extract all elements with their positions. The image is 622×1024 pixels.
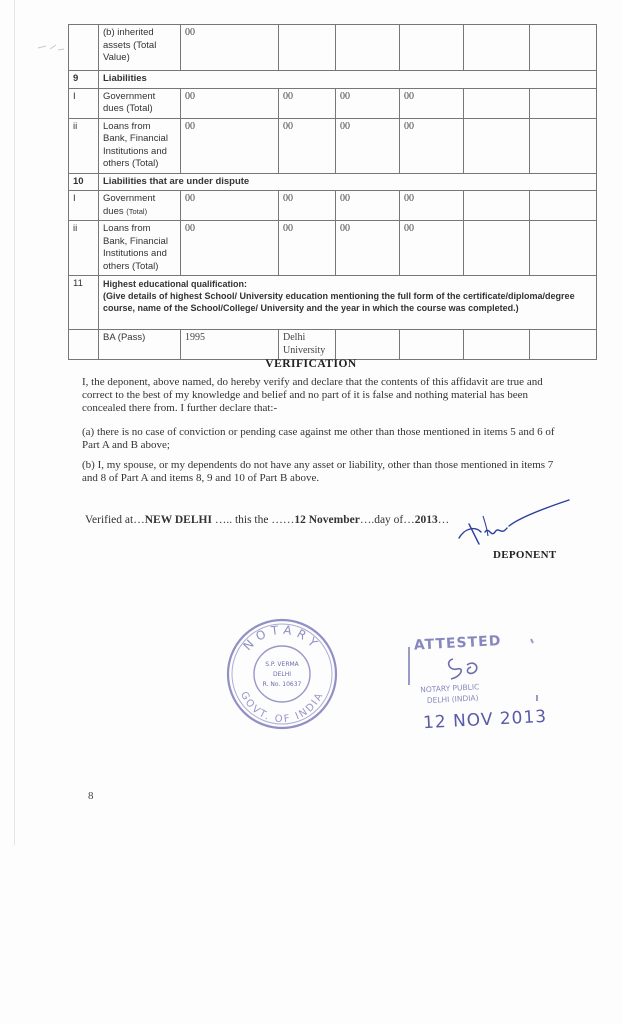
page-number: 8 — [88, 790, 94, 802]
cell: 00 — [336, 118, 400, 173]
section-title: Liabilities that are under dispute — [99, 173, 597, 191]
question-row — [69, 276, 597, 330]
verification-title: VERIFICATION — [265, 358, 357, 370]
cell: Delhi University — [279, 330, 336, 360]
table-row — [69, 118, 597, 173]
verified-suffix: … — [437, 514, 450, 526]
cell: 00 — [336, 88, 400, 118]
cell: 00 — [336, 191, 400, 221]
cell — [530, 221, 597, 276]
table-row — [69, 88, 597, 118]
row-label: Loans from Bank, Financial Institutions and others (Total) — [99, 221, 181, 276]
cell — [464, 221, 530, 276]
row-label-small: (Total) — [126, 206, 148, 216]
row-label: (b) inherited assets (Total Value) — [99, 25, 181, 71]
cell: 00 — [181, 118, 279, 173]
cell: 00 — [400, 118, 464, 173]
cell — [530, 88, 597, 118]
cell — [530, 191, 597, 221]
cell: 1995 — [181, 330, 279, 360]
row-label: Loans from Bank, Financial Institutions and others (Total) — [99, 118, 181, 173]
verified-mid2: ….day of… — [359, 514, 415, 526]
attested-word: ATTESTED — [413, 633, 502, 654]
section-row — [69, 71, 597, 89]
cell — [279, 25, 336, 71]
question-cell — [99, 276, 597, 330]
row-label: Government dues (Total) — [99, 88, 181, 118]
table-row — [69, 25, 597, 71]
question-detail: (Give details of highest School/ University education mentioning the full form of the certificate/diploma/degree course, name of the School/College/ University and the year in which the course was completed.) — [103, 291, 575, 313]
seal-city: DELHI — [272, 671, 292, 678]
cell — [336, 25, 400, 71]
cell: 00 — [336, 221, 400, 276]
row-number: I — [69, 88, 99, 118]
verified-year: 2013 — [414, 514, 438, 526]
verified-date: 12 November — [294, 514, 360, 526]
notary-line: NOTARY PUBLIC — [420, 682, 480, 695]
cell: 00 — [181, 25, 279, 71]
row-label — [99, 191, 181, 221]
row-number: 11 — [69, 276, 99, 330]
section-row — [69, 173, 597, 191]
cell — [464, 88, 530, 118]
verified-mid: ….. this the …… — [211, 514, 295, 526]
seal-top-text: NOTARY — [240, 622, 324, 654]
cell: 00 — [400, 221, 464, 276]
cell: 00 — [279, 88, 336, 118]
seal-bottom-text: GOVT. OF INDIA — [237, 689, 327, 726]
cell — [530, 25, 597, 71]
cell: 00 — [400, 88, 464, 118]
cell — [464, 118, 530, 173]
row-number: I — [69, 191, 99, 221]
verified-place: NEW DELHI — [144, 514, 212, 526]
row-number: ii — [69, 118, 99, 173]
row-number — [69, 330, 99, 360]
declaration-b: (b) I, my spouse, or my dependents do not have any asset or liability, other than those mentioned in items 7 and 8 of Part A and items 8, 9 and 10 of Part B above. — [82, 459, 554, 484]
table-row — [69, 330, 597, 360]
notary-seal — [224, 616, 340, 732]
declaration-a: (a) there is no case of conviction or pending case against me other than those mentioned in items 5 and 6 of Part A and B above; — [82, 426, 555, 451]
verified-line — [85, 514, 449, 526]
section-number: 9 — [69, 71, 99, 89]
cell: 00 — [279, 191, 336, 221]
question-heading: Highest educational qualification: — [103, 279, 248, 289]
scan-mark — [36, 40, 66, 54]
section-title: Liabilities — [99, 71, 597, 89]
cell — [400, 330, 464, 360]
section-number: 10 — [69, 173, 99, 191]
assets-liabilities-table — [68, 24, 597, 360]
deponent-signature — [455, 498, 573, 548]
cell: 00 — [279, 118, 336, 173]
cell: 00 — [181, 88, 279, 118]
table-row — [69, 191, 597, 221]
cell: 00 — [279, 221, 336, 276]
seal-name: S.P. VERMA — [265, 661, 299, 668]
cell: 00 — [181, 221, 279, 276]
stamp-date: 12 NOV 2013 — [422, 706, 548, 734]
cell — [530, 330, 597, 360]
cell — [464, 330, 530, 360]
cell: 00 — [181, 191, 279, 221]
place-line: DELHI (INDIA) — [426, 693, 479, 706]
page-edge — [14, 0, 15, 845]
row-number — [69, 25, 99, 71]
svg-text:GOVT. OF INDIA — [238, 690, 326, 725]
cell — [400, 25, 464, 71]
row-label: BA (Pass) — [99, 330, 181, 360]
table-row — [69, 221, 597, 276]
verification-paragraph: I, the deponent, above named, do hereby verify and declare that the contents of this affidavit are true and correct to the best of my knowledge and belief and no part of it is false and nothing material has been concealed there from. I further declare that:- — [82, 376, 543, 414]
verified-prefix: Verified at… — [85, 514, 145, 526]
cell — [530, 118, 597, 173]
cell — [464, 25, 530, 71]
seal-regno: R. No. 10637 — [262, 681, 302, 688]
row-label-text: Government dues — [103, 193, 156, 217]
cell: 00 — [400, 191, 464, 221]
cell — [336, 330, 400, 360]
row-number: ii — [69, 221, 99, 276]
cell — [464, 191, 530, 221]
deponent-label: DEPONENT — [493, 549, 557, 561]
